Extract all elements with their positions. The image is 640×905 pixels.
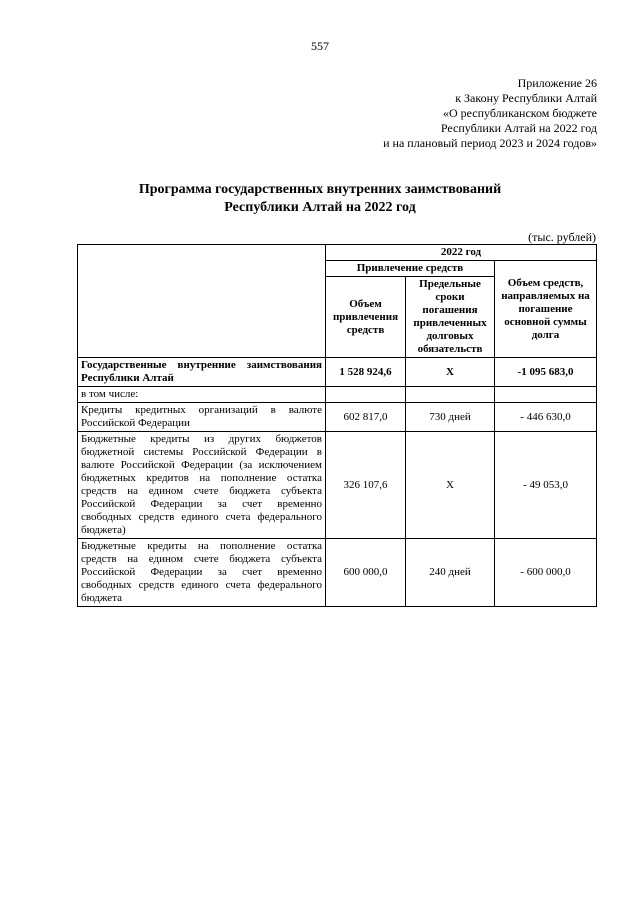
total-terms: X (406, 358, 495, 387)
empty-cell (326, 387, 406, 403)
table-row (78, 539, 597, 607)
table-row (78, 403, 597, 432)
empty-cell (495, 387, 597, 403)
row-terms: 730 дней (406, 403, 495, 432)
terms-column-header: Предельные сроки погашения привлеченных долговых обязательств (406, 277, 495, 358)
empty-cell (406, 387, 495, 403)
total-repayment: -1 095 683,0 (495, 358, 597, 387)
total-row (78, 358, 597, 387)
row-repayment: - 49 053,0 (495, 432, 597, 539)
appendix-note (383, 76, 597, 151)
row-terms: X (406, 432, 495, 539)
row-terms: 240 дней (406, 539, 495, 607)
row-label: Кредиты кредитных организаций в валюте Российской Федерации (78, 403, 326, 432)
amount-column-header: Объем привлечения средств (326, 277, 406, 358)
row-repayment: - 600 000,0 (495, 539, 597, 607)
table-row (78, 432, 597, 539)
appendix-line: Республики Алтай на 2022 год (440, 121, 597, 135)
including-row (78, 387, 597, 403)
document-title (0, 181, 640, 217)
appendix-line: и на плановый период 2023 и 2024 годов» (383, 136, 597, 150)
raising-header: Привлечение средств (326, 261, 495, 277)
total-label: Государственные внутренние заимствования Республики Алтай (78, 358, 326, 387)
including-label: в том числе: (78, 387, 326, 403)
units-label: (тыс. рублей) (528, 230, 596, 244)
appendix-line: Приложение 26 (517, 76, 597, 90)
row-amount: 326 107,6 (326, 432, 406, 539)
row-repayment: - 446 630,0 (495, 403, 597, 432)
title-line: Программа государственных внутренних заимствований (138, 182, 502, 197)
row-label: Бюджетные кредиты на пополнение остатка средств на едином счете бюджета субъекта Российской Федерации за счет временно свободных средств единого счета федерального бюджета (78, 539, 326, 607)
year-header: 2022 год (326, 245, 597, 261)
total-amount: 1 528 924,6 (326, 358, 406, 387)
appendix-line: к Закону Республики Алтай (455, 91, 597, 105)
title-line: Республики Алтай на 2022 год (224, 200, 416, 215)
header-blank-cell (78, 245, 326, 358)
page-number: 557 (311, 39, 329, 53)
repayment-column-header: Объем средств, направляемых на погашение основной суммы долга (495, 261, 597, 358)
row-label: Бюджетные кредиты из других бюджетов бюджетной системы Российской Федерации в валюте Российской Федерации (за исключением бюджетных кредитов на пополнение остатка средств на едином счете бюджета субъекта Российской Федерации за счет временно свободных средств единого счета федерального бюджета) (78, 432, 326, 539)
appendix-line: «О республиканском бюджете (442, 106, 597, 120)
header-row (78, 245, 597, 261)
row-amount: 602 817,0 (326, 403, 406, 432)
row-amount: 600 000,0 (326, 539, 406, 607)
borrowing-table (77, 244, 597, 607)
